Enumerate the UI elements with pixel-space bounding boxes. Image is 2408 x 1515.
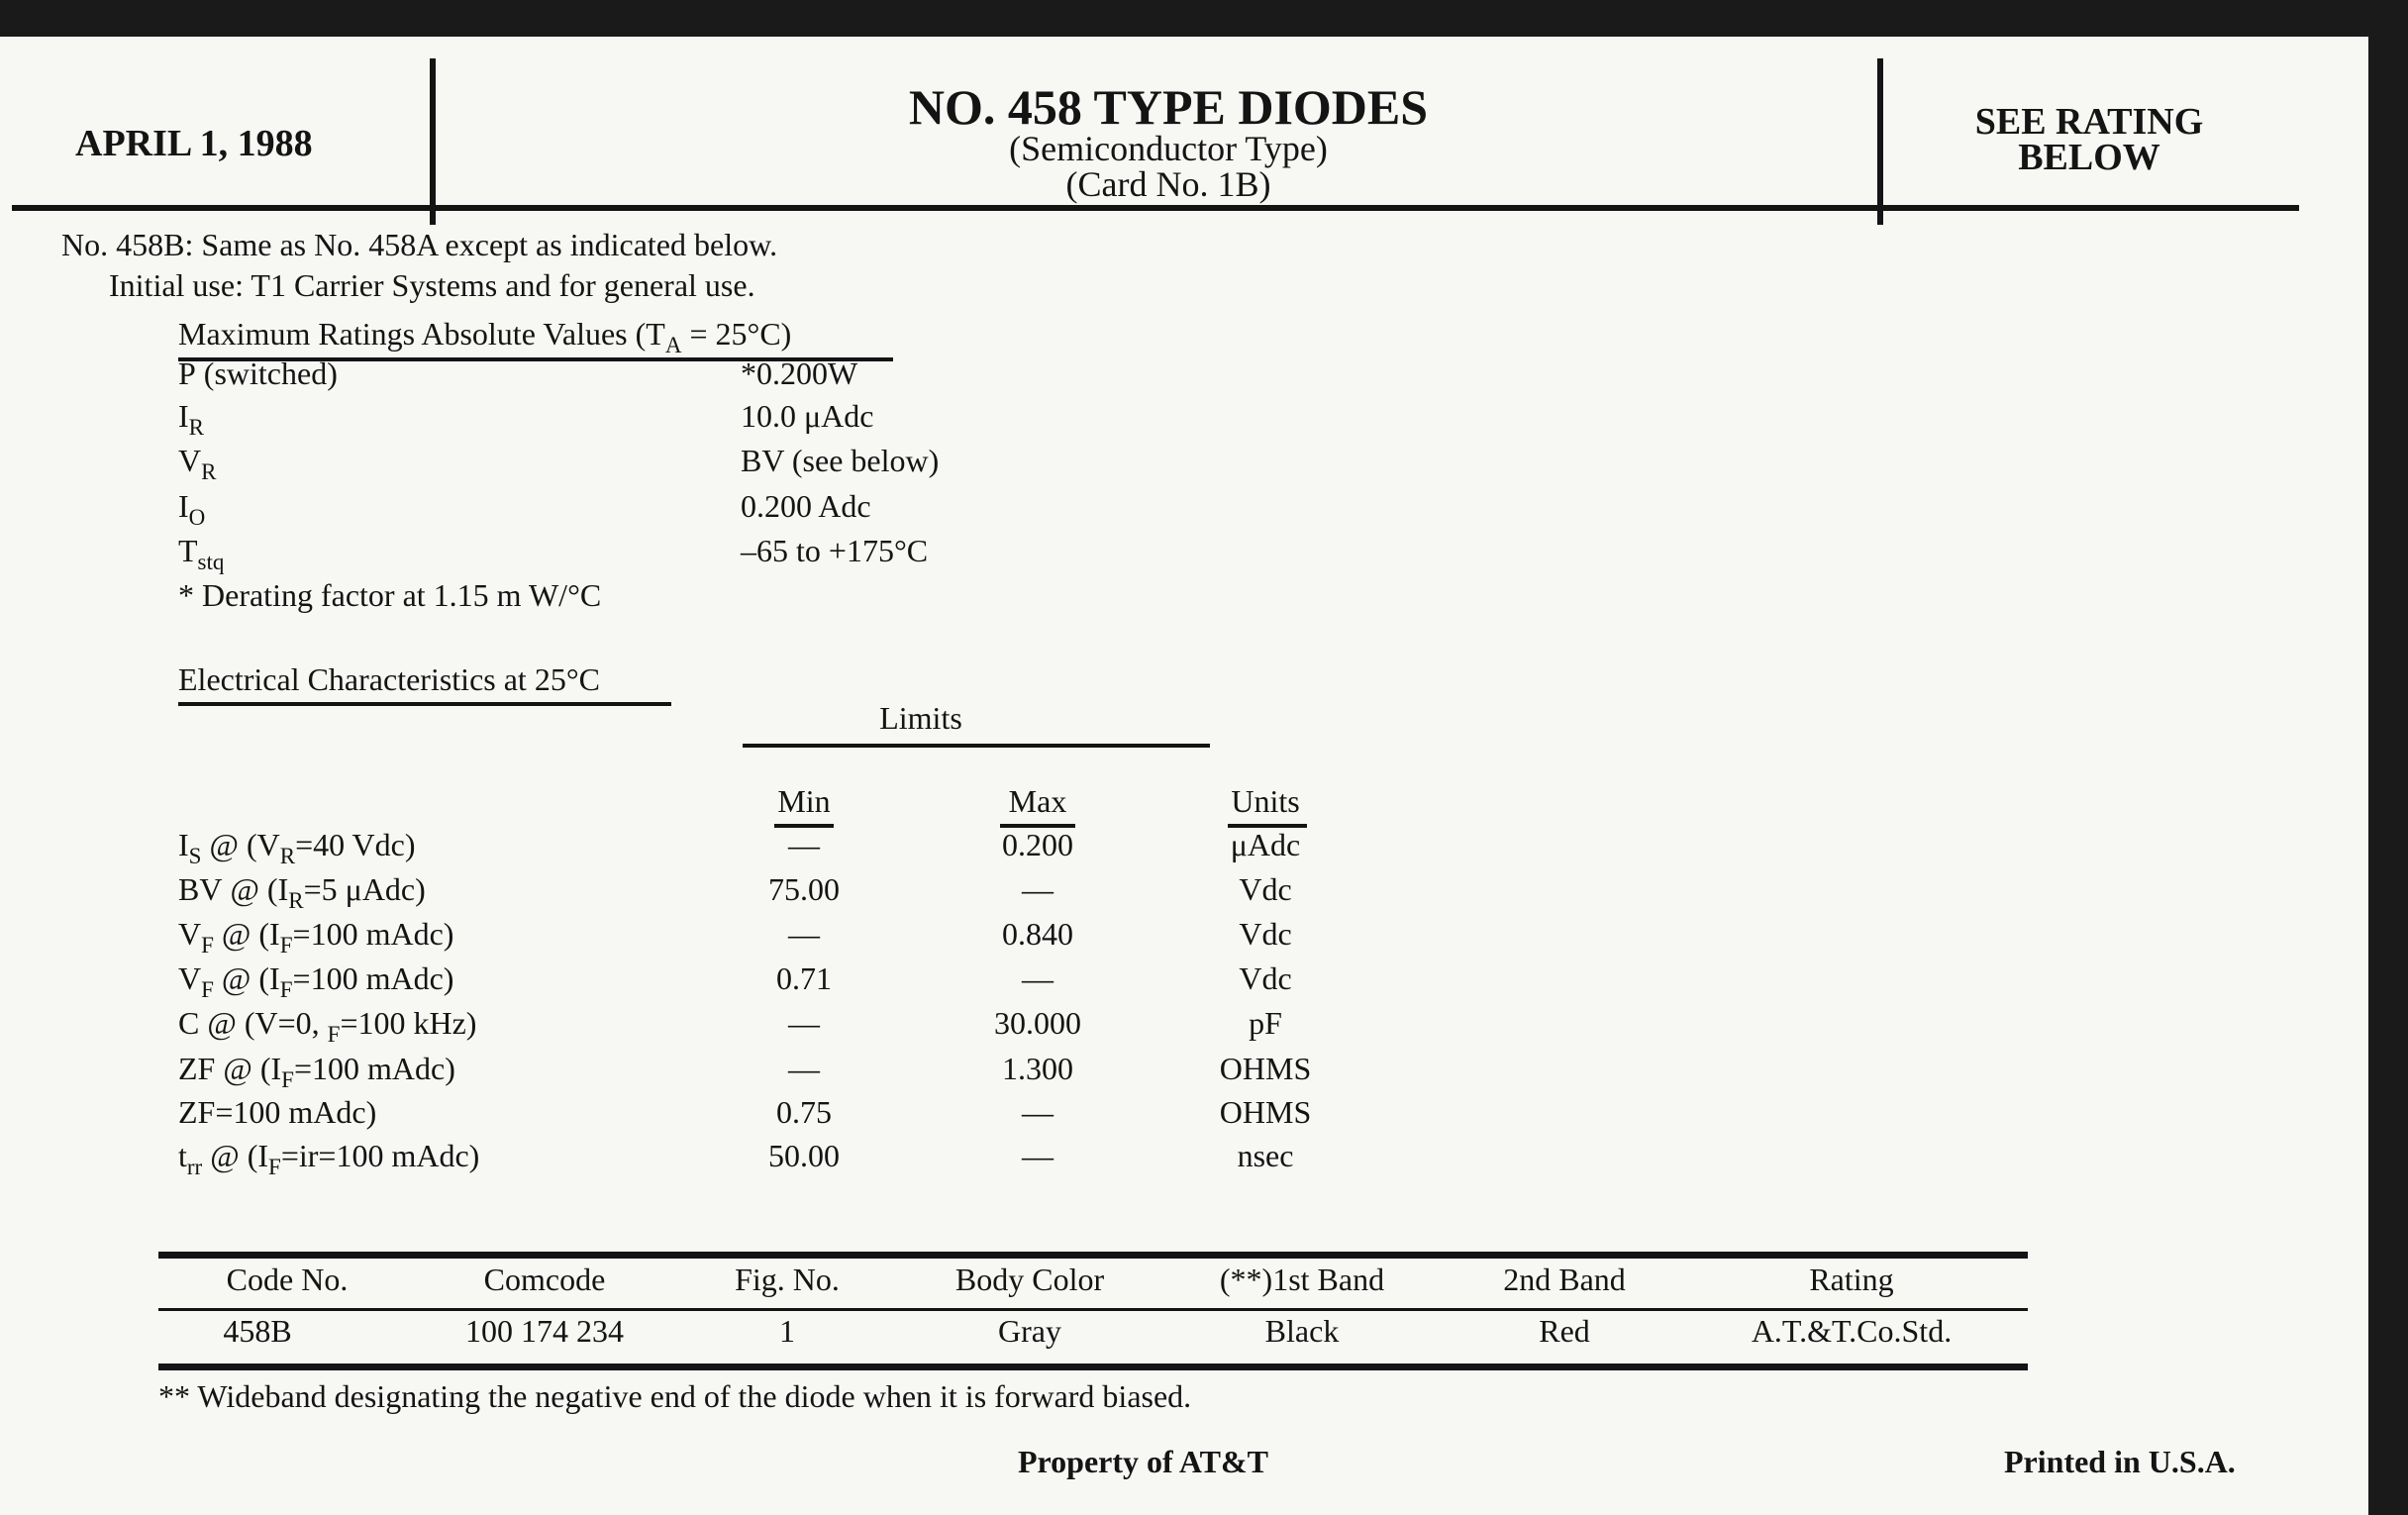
elec-row-units: OHMS [1219, 1094, 1312, 1130]
intro-line-2: Initial use: T1 Carrier Systems and for general use. [109, 267, 755, 303]
rating-row-value: 0.200 Adc [741, 488, 871, 524]
code-header-cell: Fig. No. [735, 1262, 840, 1297]
rating-row-value: BV (see below) [741, 443, 940, 478]
elec-row-units: Vdc [1239, 916, 1292, 952]
catalog-card [0, 37, 2368, 1515]
code-header-cell: Body Color [954, 1262, 1105, 1297]
elec-row-max: 1.300 [1002, 1051, 1073, 1086]
elec-row-min: 75.00 [768, 871, 840, 907]
page-subtitle: (Semiconductor Type) [1009, 129, 1328, 168]
rating-note-line2: BELOW [2018, 137, 2160, 178]
elec-row-label: $V_F$ @ ($I_F=100$ mAdc) [178, 916, 454, 959]
elec-row-label: ZF=100 mAdc) [178, 1094, 377, 1130]
elec-row-units: nsec [1237, 1138, 1294, 1173]
elec-row-max: — [1022, 1138, 1054, 1173]
header-divider-right [1877, 58, 1883, 225]
limits-label: Limits [879, 700, 962, 736]
elec-row-label: BV @ ($I_R=5$ μAdc) [178, 871, 426, 914]
rating-row-label: $I_O$ [178, 488, 206, 531]
elec-row-max: — [1022, 871, 1054, 907]
code-cell: Black [1264, 1313, 1340, 1349]
elec-row-max: — [1022, 960, 1054, 996]
col-max-header: Max [1008, 783, 1067, 819]
elec-row-min: 0.75 [776, 1094, 832, 1130]
elec-row-min: 0.71 [776, 960, 832, 996]
band-footnote: ** Wideband designating the negative end of the diode when it is forward biased. [158, 1378, 1192, 1414]
intro-line-1: No. 458B: Same as No. 458A except as indicated below. [61, 227, 778, 262]
rating-row-label: $I_R$ [178, 398, 205, 441]
code-header-cell: Comcode [483, 1262, 606, 1297]
col-units-header: Units [1231, 783, 1300, 819]
limits-rule [743, 744, 1210, 748]
code-cell: A.T.&T.Co.Std. [1751, 1313, 1953, 1349]
code-header-cell: Rating [1809, 1262, 1894, 1297]
rating-row-value: *0.200W [741, 355, 858, 391]
col-min-header: Min [777, 783, 831, 819]
code-header-cell: 2nd Band [1503, 1262, 1626, 1297]
elec-row-min: — [788, 1051, 820, 1086]
rating-row-label: $V_R$ [178, 443, 217, 485]
code-header-cell: Code No. [226, 1262, 349, 1297]
elec-row-label: ZF @ ($I_F=100$ mAdc) [178, 1051, 455, 1093]
elec-row-max: — [1022, 1094, 1054, 1130]
header-rule [12, 205, 2299, 211]
code-table-bottom-rule [158, 1364, 2028, 1370]
code-cell: 100 174 234 [465, 1313, 624, 1349]
code-cell: Red [1539, 1313, 1590, 1349]
code-cell: 1 [779, 1313, 795, 1349]
elec-row-min: 50.00 [768, 1138, 840, 1173]
max-ratings-heading: Maximum Ratings Absolute Values $(T_A = 25^\circ C)$ [178, 316, 792, 358]
code-table-top-rule [158, 1252, 2028, 1259]
elec-row-units: Vdc [1239, 960, 1292, 996]
elec-row-max: 30.000 [994, 1005, 1081, 1041]
elec-row-min: — [788, 916, 820, 952]
rating-row-label: $T_{stq}$ [178, 533, 225, 575]
elec-row-label: $V_F$ @ ($I_F=100$ mAdc) [178, 960, 454, 1003]
card-date: APRIL 1, 1988 [75, 123, 313, 164]
elec-row-min: — [788, 827, 820, 862]
code-cell: Gray [998, 1313, 1061, 1349]
elec-row-units: μAdc [1230, 827, 1301, 862]
rating-row-label: P (switched) [178, 355, 338, 391]
elec-row-max: 0.200 [1002, 827, 1073, 862]
code-cell: 458B [223, 1313, 292, 1349]
card-number: (Card No. 1B) [1065, 164, 1271, 204]
electrical-heading: Electrical Characteristics at 25°C [178, 661, 600, 697]
elec-row-label: $t_{rr}$ @ ($I_F=ir=100$ mAdc) [178, 1138, 480, 1180]
elec-row-label: C @ (V=0, $_F$=100 kHz) [178, 1005, 477, 1048]
elec-row-units: Vdc [1239, 871, 1292, 907]
header-divider-left [430, 58, 436, 225]
printed-notice: Printed in U.S.A. [2004, 1444, 2236, 1479]
electrical-heading-rule [178, 702, 671, 706]
elec-row-max: 0.840 [1002, 916, 1073, 952]
rating-row-value: 10.0 μAdc [741, 398, 874, 434]
page-title: NO. 458 TYPE DIODES [908, 79, 1429, 135]
elec-row-units: OHMS [1219, 1051, 1312, 1086]
code-header-cell: (**)1st Band [1219, 1262, 1385, 1297]
code-table-header-rule [158, 1308, 2028, 1311]
property-notice: Property of AT&T [1018, 1444, 1268, 1479]
elec-row-units: pF [1249, 1005, 1282, 1041]
derating-footnote: * Derating factor at 1.15 m W/°C [178, 577, 602, 613]
rating-row-value: –65 to +175°C [741, 533, 929, 568]
rating-note-line1: SEE RATING [1974, 101, 2204, 143]
elec-row-min: — [788, 1005, 820, 1041]
elec-row-label: $I_S$ @ ($V_R=40$ Vdc) [178, 827, 416, 869]
